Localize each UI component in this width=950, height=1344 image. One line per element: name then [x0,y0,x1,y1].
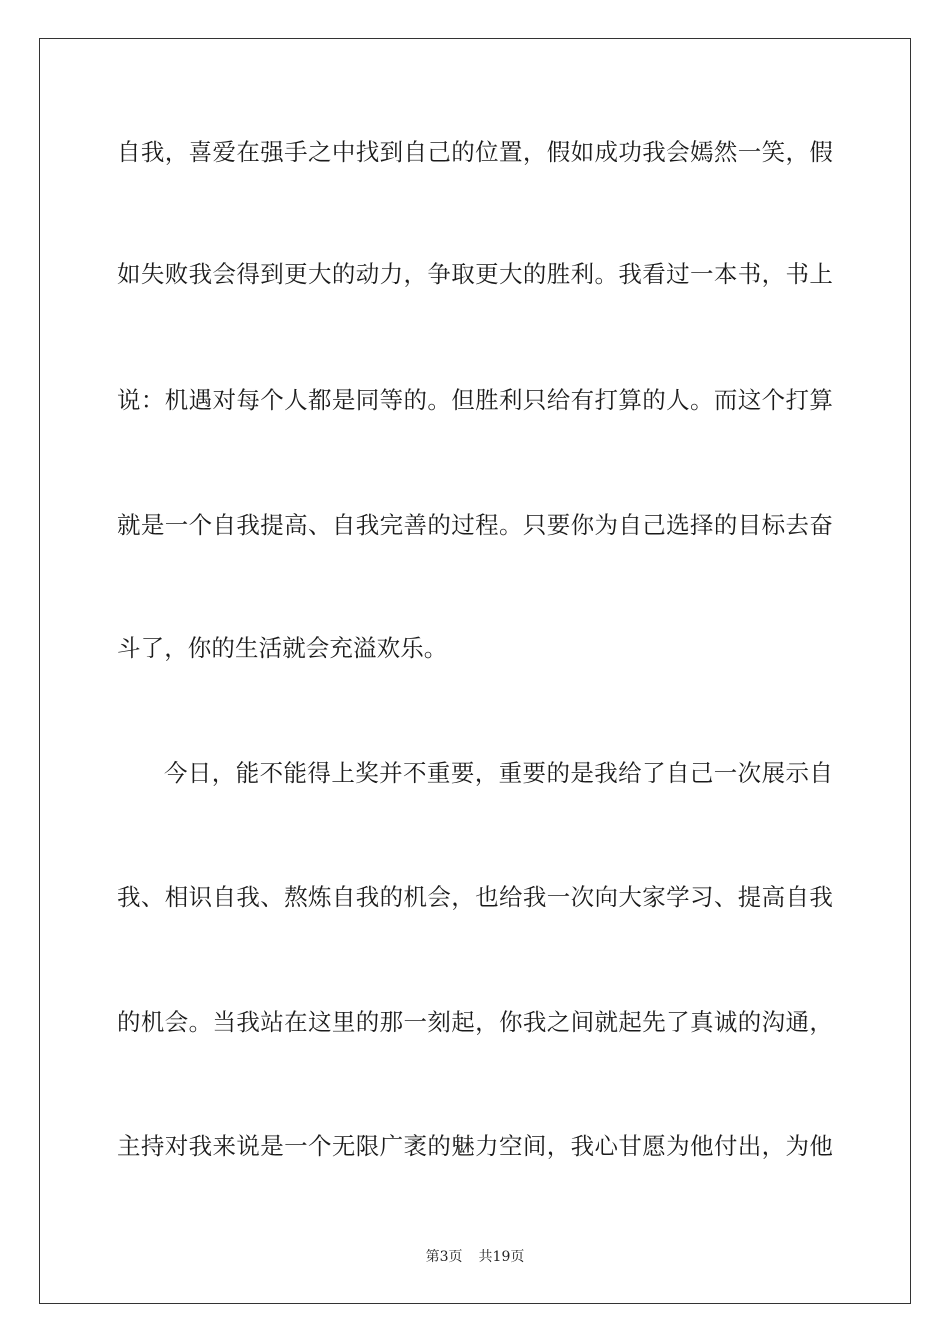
body-text-line: 如失败我会得到更大的动力，争取更大的胜利。我看过一本书，书上 [117,260,833,288]
body-text-line: 自我，喜爱在强手之中找到自己的位置，假如成功我会嫣然一笑，假 [117,138,833,166]
page-border [39,38,911,1304]
body-text-line: 斗了，你的生活就会充溢欢乐。 [117,634,448,662]
body-text-line: 的机会。当我站在这里的那一刻起，你我之间就起先了真诚的沟通， [117,1008,833,1036]
paragraph-first-line: 今日，能不能得上奖并不重要，重要的是我给了自己一次展示自 [164,759,833,787]
page-footer [0,1247,950,1267]
body-text-line: 我、相识自我、熬炼自我的机会，也给我一次向大家学习、提高自我 [117,883,833,911]
body-text-line: 就是一个自我提高、自我完善的过程。只要你为自己选择的目标去奋 [117,511,833,539]
total-pages: 共19页 [478,1249,525,1265]
body-text-line: 主持对我来说是一个无限广袤的魅力空间，我心甘愿为他付出，为他 [117,1132,833,1160]
body-text-line: 说：机遇对每个人都是同等的。但胜利只给有打算的人。而这个打算 [117,386,833,414]
page-number: 第3页 [425,1249,463,1265]
